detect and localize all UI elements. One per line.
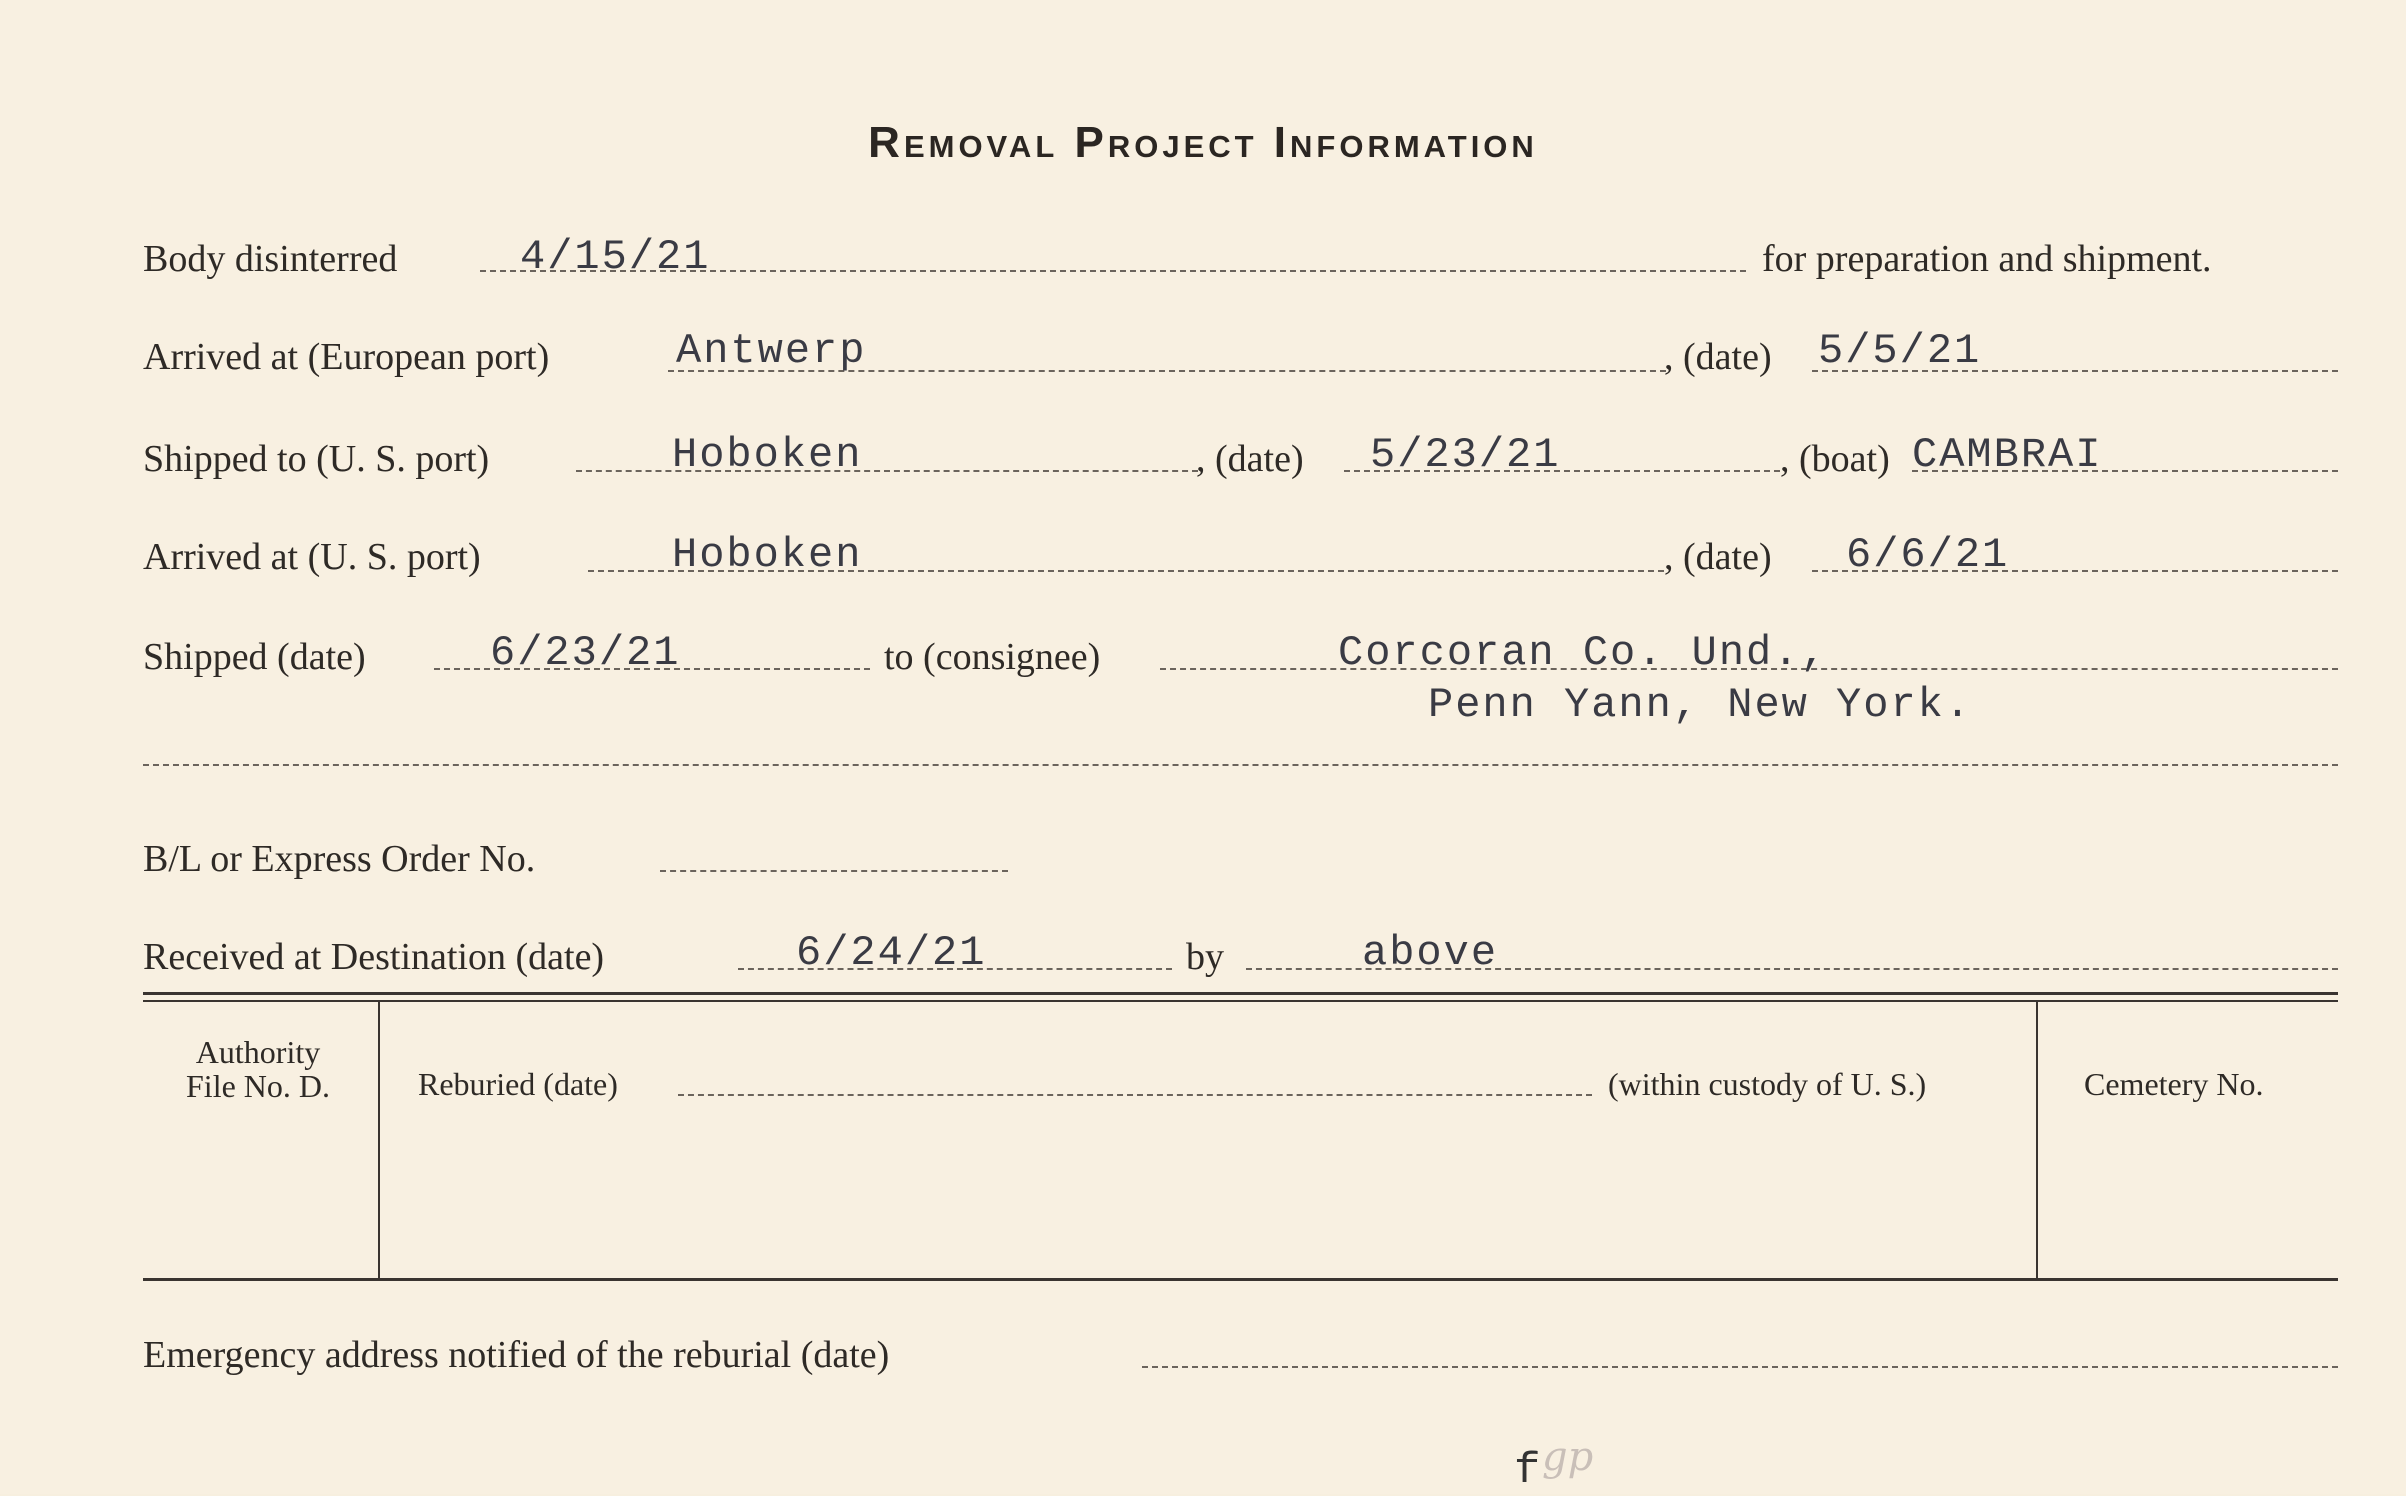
arrived-europe-port: Antwerp xyxy=(676,327,867,375)
emergency-label: Emergency address notified of the reburial (date) xyxy=(143,1334,890,1376)
shipped-us-date: 5/23/21 xyxy=(1370,431,1561,479)
bl-label: B/L or Express Order No. xyxy=(143,838,536,880)
arrived-europe-date-label: , (date) xyxy=(1664,336,1772,378)
shipped-us-boat: CAMBRAI xyxy=(1912,431,2103,479)
received-label: Received at Destination (date) xyxy=(143,936,605,978)
arrived-us-date: 6/6/21 xyxy=(1846,531,2010,579)
arrived-europe-label: Arrived at (European port) xyxy=(143,336,550,378)
handwritten-mark: gp xyxy=(1542,1434,1594,1480)
disinterred-date: 4/15/21 xyxy=(520,233,711,281)
box-divider-left xyxy=(378,1002,380,1278)
custody-label: (within custody of U. S.) xyxy=(1608,1066,1927,1102)
consignee-name: Corcoran Co. Und., xyxy=(1338,629,1828,677)
shipped-date: 6/23/21 xyxy=(490,629,681,677)
arrived-us-port: Hoboken xyxy=(672,531,863,579)
emergency-line xyxy=(1142,1366,2338,1368)
received-by: above xyxy=(1362,929,1499,977)
box-divider-right xyxy=(2036,1002,2038,1278)
shipped-us-boat-label: , (boat) xyxy=(1780,438,1890,480)
authority-label-1: Authority xyxy=(195,1034,321,1070)
typed-mark: f xyxy=(1514,1446,1541,1496)
shipped-label: Shipped (date) xyxy=(143,636,366,678)
disinterred-suffix: for preparation and shipment. xyxy=(1762,238,2212,280)
consignee-label: to (consignee) xyxy=(884,636,1101,678)
shipped-us-date-label: , (date) xyxy=(1196,438,1304,480)
box-top-rule-1 xyxy=(143,992,2338,995)
shipped-us-line xyxy=(576,470,1198,472)
reburied-line xyxy=(678,1094,1592,1096)
box-top-rule-2 xyxy=(143,1000,2338,1002)
reburied-label: Reburied (date) xyxy=(418,1066,618,1102)
arrived-us-date-label: , (date) xyxy=(1664,536,1772,578)
blank-line xyxy=(143,764,2338,766)
received-date: 6/24/21 xyxy=(796,929,987,977)
consignee-address: Penn Yann, New York. xyxy=(1428,681,1973,729)
received-by-label: by xyxy=(1186,936,1224,978)
card-title: Removal Project Information xyxy=(868,118,1538,167)
disinterred-label: Body disinterred xyxy=(143,238,398,280)
bl-line xyxy=(660,870,1008,872)
box-bottom-rule xyxy=(143,1278,2338,1281)
shipped-us-port: Hoboken xyxy=(672,431,863,479)
authority-label-2: File No. D. xyxy=(186,1068,330,1104)
shipped-us-label: Shipped to (U. S. port) xyxy=(143,438,490,480)
arrived-europe-date: 5/5/21 xyxy=(1818,327,1982,375)
cemetery-label: Cemetery No. xyxy=(2084,1066,2264,1102)
arrived-us-label: Arrived at (U. S. port) xyxy=(143,536,481,578)
